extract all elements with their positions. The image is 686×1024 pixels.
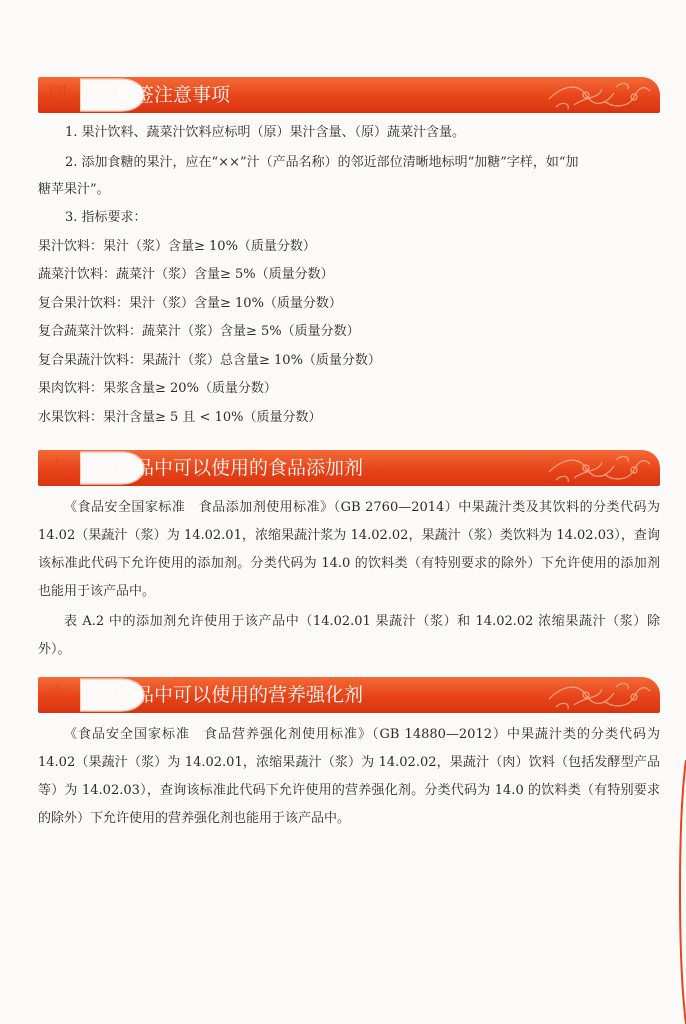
- list-item: 果汁饮料：果汁（浆）含量≥ 10%（质量分数）: [38, 239, 316, 254]
- section-title: 产品中可以使用的营养强化剂: [116, 684, 364, 706]
- decorative-swirl-icon: [544, 452, 654, 484]
- list-item: 3. 指标要求：: [65, 210, 147, 225]
- section-number: 五、: [49, 457, 85, 478]
- list-item: 2. 添加食糖的果汁，应在“××”汁（产品名称）的邻近部位清晰地标明“加糖”字样，如“加: [65, 155, 579, 170]
- list-item: 蔬菜汁饮料：蔬菜汁（浆）含量≥ 5%（质量分数）: [38, 267, 334, 282]
- body-paragraph: 《食品安全国家标准 食品添加剂使用标准》（GB 2760—2014）中果蔬汁类及其饮料的分类代码为 14.02（果蔬汁（浆）为 14.02.01，浓缩果蔬汁浆为 14.02.02，果蔬汁（浆）类饮料为 14.02.03），查询该标准此代码下允许使用的添加剂。分类代码为 14.0 的饮料类（有特别要求的除外）下允许使用的添加剂也能用于该产品中。: [38, 500, 660, 599]
- page-edge-decoration: [676, 760, 686, 1024]
- section-number: 六、: [49, 684, 85, 705]
- section-header-5: [38, 450, 660, 486]
- section-header-6: [38, 677, 660, 713]
- decorative-swirl-icon: [544, 679, 654, 711]
- list-item: 水果饮料：果汁含量≥ 5 且 < 10%（质量分数）: [38, 410, 322, 425]
- list-item: 复合蔬菜汁饮料：蔬菜汁（浆）含量≥ 5%（质量分数）: [38, 324, 360, 339]
- body-paragraph: 表 A.2 中的添加剂允许使用于该产品中（14.02.01 果蔬汁（浆）和 14.02.02 浓缩果蔬汁（浆）除外）。: [38, 614, 660, 657]
- list-item: 1. 果汁饮料、蔬菜汁饮料应标明（原）果汁含量、（原）蔬菜汁含量。: [65, 125, 466, 140]
- list-item: 糖苹果汁”。: [38, 182, 110, 197]
- decorative-swirl-icon: [544, 79, 654, 111]
- section-number: 四、: [49, 84, 85, 105]
- section-title: 产品中可以使用的食品添加剂: [116, 457, 364, 479]
- section-title: 标签注意事项: [116, 84, 231, 106]
- list-item: 果肉饮料：果浆含量≥ 20%（质量分数）: [38, 381, 277, 396]
- section-header-4: [38, 77, 660, 113]
- list-item: 复合果汁饮料：果汁（浆）含量≥ 10%（质量分数）: [38, 296, 342, 311]
- body-paragraph: 《食品安全国家标准 食品营养强化剂使用标准》（GB 14880—2012）中果蔬汁类的分类代码为 14.02（果蔬汁（浆）为 14.02.01，浓缩果蔬汁（浆）为 14.02.02，果蔬汁（肉）饮料（包括发酵型产品等）为 14.02.03），查询该标准此代码下允许使用的营养强化剂。分类代码为 14.0 的饮料类（有特别要求的除外）下允许使用的营养强化剂也能用于该产品中。: [38, 727, 660, 826]
- list-item: 复合果蔬汁饮料：果蔬汁（浆）总含量≥ 10%（质量分数）: [38, 353, 381, 368]
